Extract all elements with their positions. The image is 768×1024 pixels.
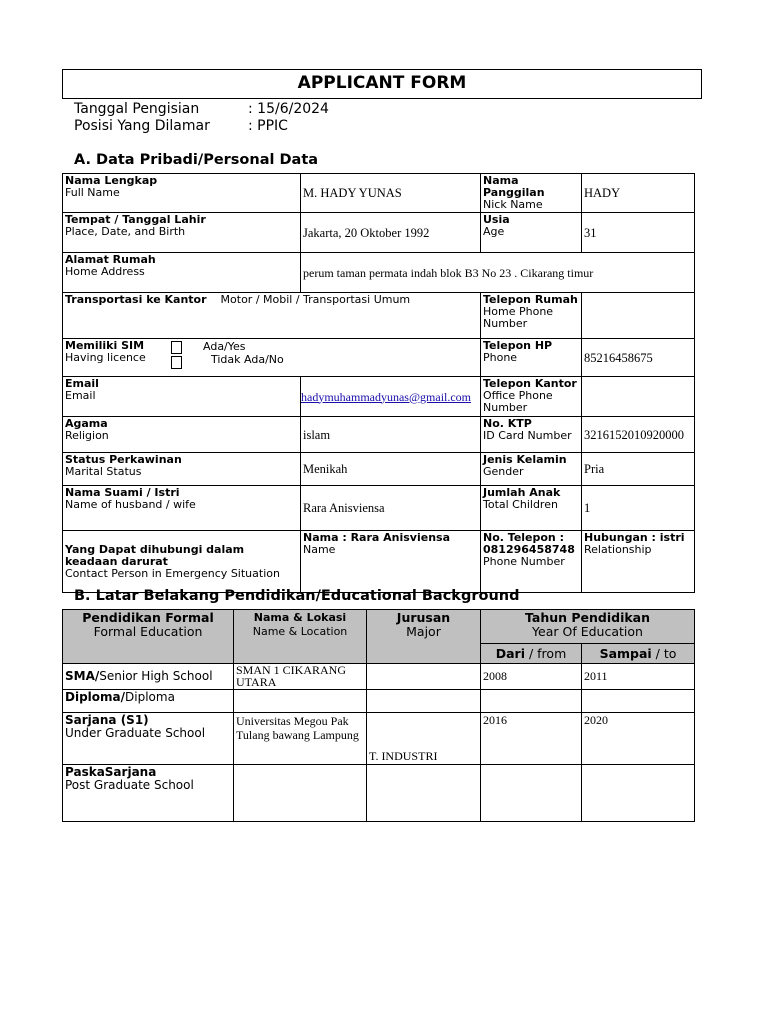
education-level: PaskaSarjana Post Graduate School — [63, 765, 234, 822]
section-a-title: A. Data Pribadi/Personal Data — [74, 152, 319, 168]
nick-value: HADY — [582, 174, 695, 213]
form-title: APPLICANT FORM — [62, 69, 702, 99]
licence-no-label: Tidak Ada/No — [211, 353, 284, 366]
home-phone-value — [582, 293, 695, 339]
header-major: Jurusan Major — [367, 610, 481, 664]
education-table — [62, 609, 695, 822]
education-from: 2008 — [481, 664, 582, 690]
header-name-location: Nama & Lokasi Name & Location — [234, 610, 367, 664]
table-row — [63, 377, 695, 417]
table-row — [63, 765, 695, 822]
gender-value: Pria — [582, 453, 695, 486]
table-row — [63, 339, 695, 377]
table-row — [63, 690, 695, 713]
education-to: 2011 — [582, 664, 695, 690]
emergency-phone: No. Telepon : 081296458748 Phone Number — [481, 531, 582, 593]
section-b-title: B. Latar Belakang Pendidikan/Educational Background — [74, 588, 520, 604]
date-row — [74, 101, 329, 117]
field-label: Telepon Kantor Office Phone Number — [481, 377, 582, 417]
email-link[interactable]: hadymuhammadyunas@gmail.com — [301, 389, 472, 404]
office-phone-value — [582, 377, 695, 417]
age-value: 31 — [582, 213, 695, 253]
education-to — [582, 765, 695, 822]
header-to: Sampai / to — [582, 644, 695, 664]
field-label: Nama Suami / Istri Name of husband / wife — [63, 486, 301, 531]
field-label: Tempat / Tanggal Lahir Place, Date, and Birth — [63, 213, 301, 253]
position-row — [74, 118, 288, 134]
table-row — [63, 293, 695, 339]
education-level: Sarjana (S1) Under Graduate School — [63, 713, 234, 765]
education-to — [582, 690, 695, 713]
position-label: Posisi Yang Dilamar — [74, 118, 210, 134]
education-major — [367, 690, 481, 713]
emergency-label: Yang Dapat dihubungi dalam keadaan darurat Contact Person in Emergency Situation — [63, 531, 301, 593]
table-row — [63, 713, 695, 765]
marital-value: Menikah — [301, 453, 481, 486]
religion-value: islam — [301, 417, 481, 453]
hp-value: 85216458675 — [582, 339, 695, 377]
licence-yes-checkbox[interactable] — [171, 341, 182, 354]
birth-value: Jakarta, 20 Oktober 1992 — [301, 213, 481, 253]
education-level: Diploma/Diploma — [63, 690, 234, 713]
field-label: Nama Lengkap Full Name — [63, 174, 301, 213]
date-label: Tanggal Pengisian — [74, 101, 200, 117]
field-label: Telepon Rumah Home Phone Number — [481, 293, 582, 339]
date-value: : 15/6/2024 — [248, 101, 329, 117]
position-value: : PPIC — [248, 118, 288, 134]
table-row — [63, 253, 695, 293]
education-level: SMA/Senior High School — [63, 664, 234, 690]
header-from: Dari / from — [481, 644, 582, 664]
spouse-value: Rara Anisviensa — [301, 486, 481, 531]
field-label: Alamat Rumah Home Address — [63, 253, 301, 293]
education-from: 2016 — [481, 713, 582, 765]
header-formal: Pendidikan Formal Formal Education — [63, 610, 234, 664]
education-name — [234, 765, 367, 822]
email-cell — [301, 377, 481, 417]
table-row — [63, 417, 695, 453]
emergency-relationship: Hubungan : istri Relationship — [582, 531, 695, 593]
ktp-value: 3216152010920000 — [582, 417, 695, 453]
children-value: 1 — [582, 486, 695, 531]
licence-yes-label: Ada/Yes — [203, 340, 246, 353]
field-label: Agama Religion — [63, 417, 301, 453]
education-from — [481, 765, 582, 822]
table-row — [63, 664, 695, 690]
field-label: Usia Age — [481, 213, 582, 253]
field-label: Nama Panggilan Nick Name — [481, 174, 582, 213]
licence-no-checkbox[interactable] — [171, 356, 182, 369]
education-major — [367, 664, 481, 690]
education-major — [367, 765, 481, 822]
education-name: SMAN 1 CIKARANG UTARA — [234, 664, 367, 690]
education-major: T. INDUSTRI — [367, 713, 481, 765]
field-label: Jenis Kelamin Gender — [481, 453, 582, 486]
full-name-value: M. HADY YUNAS — [301, 174, 481, 213]
table-row — [63, 453, 695, 486]
table-row — [63, 174, 695, 213]
transport-cell: Transportasi ke Kantor Motor / Mobil / Transportasi Umum — [63, 293, 481, 339]
licence-cell: Memiliki SIM Having licence Ada/Yes Tidak Ada/No — [63, 339, 481, 377]
education-name: Universitas Megou Pak Tulang bawang Lampung — [234, 713, 367, 765]
field-label: No. KTP ID Card Number — [481, 417, 582, 453]
table-row — [63, 213, 695, 253]
field-label: Telepon HP Phone — [481, 339, 582, 377]
address-value: perum taman permata indah blok B3 No 23 . Cikarang timur — [301, 253, 695, 293]
personal-data-table — [62, 173, 695, 593]
table-header-row — [63, 610, 695, 644]
education-from — [481, 690, 582, 713]
table-row — [63, 531, 695, 593]
field-label: Email Email — [63, 377, 301, 417]
education-to: 2020 — [582, 713, 695, 765]
emergency-name: Nama : Rara Anisviensa Name — [301, 531, 481, 593]
header-year: Tahun Pendidikan Year Of Education — [481, 610, 695, 644]
table-row — [63, 486, 695, 531]
field-label: Status Perkawinan Marital Status — [63, 453, 301, 486]
education-name — [234, 690, 367, 713]
field-label: Jumlah Anak Total Children — [481, 486, 582, 531]
